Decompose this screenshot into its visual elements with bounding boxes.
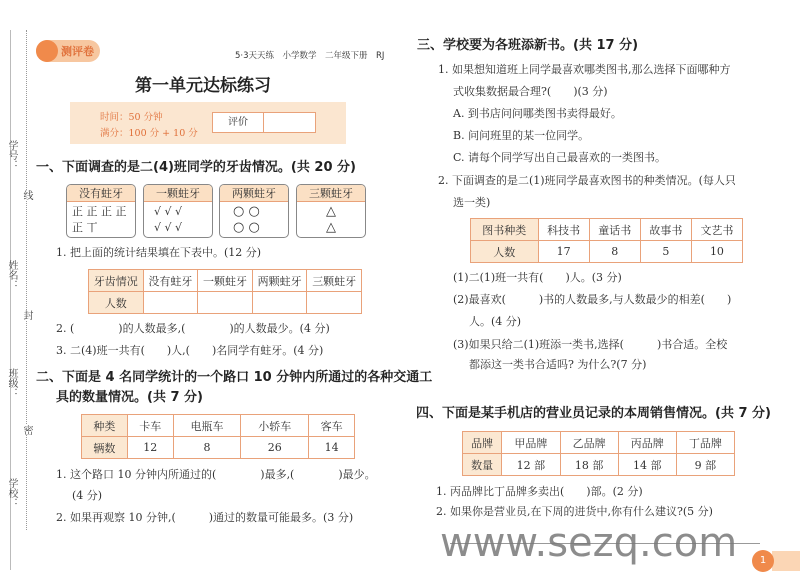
section-4-heading: 四、下面是某手机店的营业员记录的本周销售情况。(共 7 分) (416, 406, 771, 421)
question: 选一类) (453, 196, 491, 209)
answer-cell[interactable] (143, 292, 198, 314)
question: 1. 丙品牌比丁品牌多卖出( )部。(2 分) (436, 485, 643, 498)
evaluation-value[interactable] (265, 113, 315, 132)
question: 1. 把上面的统计结果填在下表中。(12 分) (56, 246, 262, 259)
time-limit: 时间：50 分钟 (100, 112, 163, 123)
badge: 测评卷 (36, 40, 100, 62)
cut-mark: 封 (21, 310, 32, 320)
mascot-icon (36, 40, 58, 62)
answer-cell[interactable] (252, 292, 307, 314)
option-c: C. 请每个同学写出自己最喜欢的一类图书。 (453, 151, 667, 164)
section-1-heading: 一、下面调查的是二(4)班同学的牙齿情况。(共 20 分) (36, 160, 356, 175)
school-label: 学校： (6, 478, 17, 508)
question: 式收集数据最合理?( )(3 分) (453, 85, 608, 98)
question: 2. ( )的人数最多,( )的人数最少。(4 分) (56, 322, 330, 335)
question: 1. 如果想知道班上同学最喜欢哪类图书,那么选择下面哪种方 (438, 63, 731, 76)
section-2-heading-cont: 具的数量情况。(共 7 分) (56, 390, 203, 405)
name-label: 姓名： (6, 260, 17, 290)
tally-card: 没有蛀牙 正 正 正 正 正 丅 (66, 184, 136, 238)
section-2-heading: 二、下面是 4 名同学统计的一个路口 10 分钟内所通过的各种交通工 (36, 370, 433, 385)
question: 1. 这个路口 10 分钟内所通过的( )最多,( )最少。 (56, 468, 376, 481)
answer-cell[interactable] (198, 292, 253, 314)
class-label: 班级： (6, 368, 17, 398)
question: (1)二(1)班一共有( )人。(3 分) (453, 271, 622, 284)
question: 2. 如果你是营业员,在下周的进货中,你有什么建议?(5 分) (436, 505, 713, 518)
page-title: 第一单元达标练习 (135, 76, 271, 96)
cut-mark: 密 (21, 425, 32, 435)
question: 都添这一类书合适吗? 为什么?(7 分) (469, 358, 647, 371)
cut-line (26, 30, 27, 530)
traffic-table: 种类 卡车 电瓶车 小轿车 客车 辆数 12 8 26 14 (81, 414, 355, 459)
question: 3. 二(4)班一共有( )人,( )名同学有蛀牙。(4 分) (56, 344, 324, 357)
question-points: (4 分) (72, 489, 103, 502)
tally-card: 三颗蛀牙 △ △ (296, 184, 366, 238)
teeth-table: 牙齿情况 没有蛀牙 一颗蛀牙 两颗蛀牙 三颗蛀牙 人数 (88, 269, 362, 314)
question: 人。(4 分) (469, 315, 522, 328)
full-score: 满分：100 分 + 10 分 (100, 128, 198, 139)
tally-card: 一颗蛀牙 √ √ √ √ √ √ (143, 184, 213, 238)
tally-card: 两颗蛀牙 ○ ○ ○ ○ (219, 184, 289, 238)
series-label: 5·3天天练 小学数学 二年级下册 RJ (235, 51, 385, 61)
section-3-heading: 三、学校要为各班添新书。(共 17 分) (417, 38, 639, 53)
sales-table: 品牌 甲品牌 乙品牌 丙品牌 丁品牌 数量 12 部 18 部 14 部 9 部 (462, 431, 735, 476)
page-number: 1 (752, 550, 774, 572)
books-table: 图书种类 科技书 童话书 故事书 文艺书 人数 17 8 5 10 (470, 218, 743, 263)
cut-mark: 线 (21, 190, 32, 200)
page-tab (772, 551, 800, 571)
evaluation-box: 评价 (212, 112, 316, 133)
question: (3)如果只给二(1)班添一类书,选择( )书合适。全校 (453, 338, 728, 351)
answer-cell[interactable] (307, 292, 362, 314)
student-id-label: 学号： (6, 140, 17, 170)
watermark: www.sezq.com (440, 520, 738, 566)
option-b: B. 问问班里的某一位同学。 (453, 129, 590, 142)
question: (2)最喜欢( )书的人数最多,与人数最少的相差( ) (453, 293, 732, 306)
question: 2. 如果再观察 10 分钟,( )通过的数量可能最多。(3 分) (56, 511, 354, 524)
info-box (70, 102, 346, 144)
question: 2. 下面调查的是二(1)班同学最喜欢图书的种类情况。(每人只 (438, 174, 736, 187)
option-a: A. 到书店问问哪类图书卖得最好。 (453, 107, 622, 120)
